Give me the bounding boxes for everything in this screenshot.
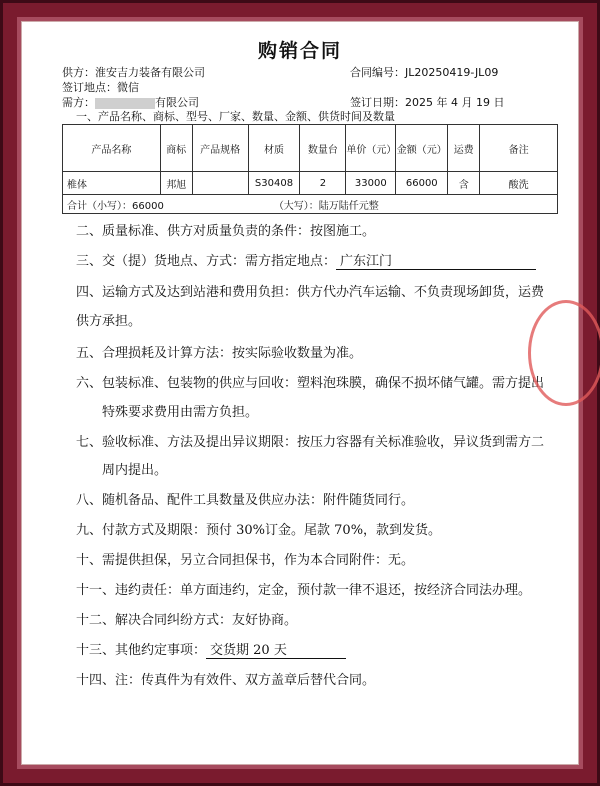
column-header: 材质 [248,125,300,172]
clause-5: 五、合理损耗及计算方法：按实际验收数量为准。 [76,346,363,361]
total-uppercase: （大写）：陆万陆仟元整 [273,200,379,212]
table-cell: 椎体 [63,172,161,195]
column-header: 商标 [160,125,192,172]
total-cell [63,195,558,214]
table-row [63,172,558,195]
delivery-place-value: 广东江门 [340,254,393,269]
product-table [62,124,558,214]
clause-9: 九、付款方式及期限：预付 30%订金。尾款 70%，款到发货。 [76,523,442,538]
clause-6-cont: 特殊要求费用由需方负担。 [102,405,259,420]
clause-8: 八、随机备品、配件工具数量及供应办法：附件随货同行。 [76,493,415,508]
table-cell: S30408 [248,172,300,195]
delivery-place [336,250,536,270]
document-title: 购销合同 [257,40,342,62]
clause-4-cont: 供方承担。 [76,314,142,329]
clause-12: 十二、解决合同纠纷方式：友好协商。 [76,613,298,628]
clause-7-cont: 周内提出。 [102,463,168,478]
total-row [63,195,558,214]
sign-place: 签订地点：微信 [62,81,139,94]
redacted-buyer-name [95,98,155,109]
other-terms [206,639,346,659]
buyer-prefix: 需方： [62,96,95,109]
column-header: 运费 [448,125,480,172]
clause-6: 六、包装标准、包装物的供应与回收：塑料泡珠膜，确保不损坏储气罐。需方提出 [76,376,545,391]
clause-10: 十、需提供担保，另立合同担保书，作为本合同附件：无。 [76,553,415,568]
buyer-suffix: 有限公司 [155,96,199,109]
clause-2: 二、质量标准、供方对质量负责的条件：按图施工。 [76,224,376,239]
clause-13-label: 十三、其他约定事项： [76,643,207,658]
clause-7: 七、验收标准、方法及提出异议期限：按压力容器有关标准验收，异议货到需方二 [76,435,545,450]
column-header: 单价（元） [346,125,396,172]
clause-11: 十一、违约责任：单方面违约，定金，预付款一律不退还，按经济合同法办理。 [76,583,532,598]
sign-date: 签订日期：2025 年 4 月 19 日 [350,96,505,109]
supplier-line: 供方：淮安吉力装备有限公司 [62,66,205,79]
table-cell: 66000 [396,172,448,195]
other-terms-value: 交货期 20 天 [210,643,287,658]
table-header-row [63,125,558,172]
table-cell: 33000 [346,172,396,195]
table-cell: 含 [448,172,480,195]
clause-3 [76,250,536,270]
column-header: 备注 [480,125,558,172]
table-cell: 2 [300,172,346,195]
section-1-heading: 一、产品名称、商标、型号、厂家、数量、金额、供货时间及数量 [76,110,395,123]
clause-4: 四、运输方式及达到站港和费用负担：供方代办汽车运输、不负责现场卸货，运费 [76,285,545,300]
total-lowercase: 合计（小写）：66000 [67,200,164,212]
table-cell: 邦旭 [160,172,192,195]
clause-13 [76,639,346,659]
company-seal-stamp [528,300,600,406]
column-header: 产品名称 [63,125,161,172]
column-header: 数量台 [300,125,346,172]
contract-number: 合同编号：JL20250419-JL09 [350,66,499,79]
clause-3-label: 三、交（提）货地点、方式：需方指定地点： [76,254,337,269]
clause-14: 十四、注：传真件为有效件、双方盖章后替代合同。 [76,673,376,688]
table-cell: 酸洗 [480,172,558,195]
contract-page [22,22,578,764]
column-header: 产品规格 [192,125,248,172]
column-header: 金额（元） [396,125,448,172]
table-cell [192,172,248,195]
